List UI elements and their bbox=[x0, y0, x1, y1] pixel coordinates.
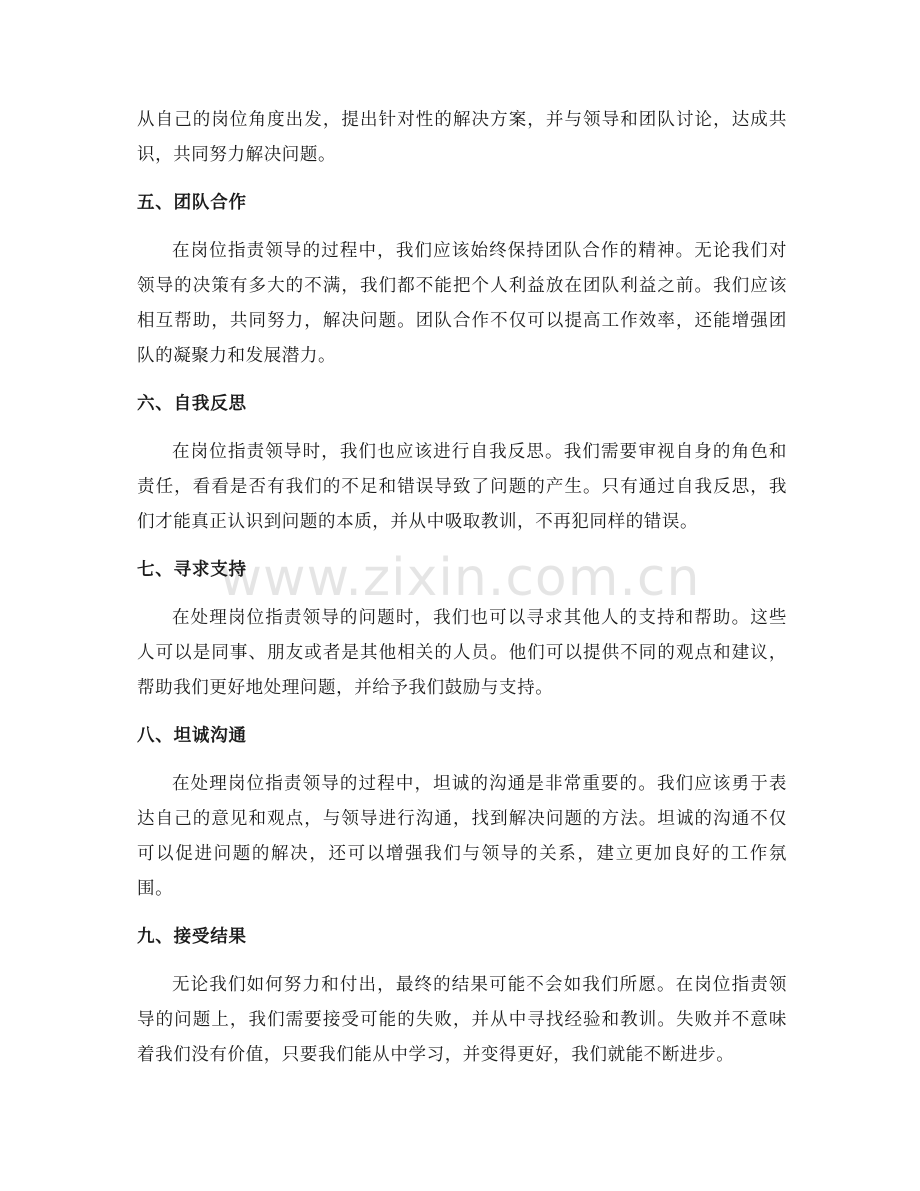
section-heading-accept-results: 九、接受结果 bbox=[137, 927, 247, 947]
section-body-teamwork: 在岗位指责领导的过程中，我们应该始终保持团队合作的精神。无论我们对领导的决策有多大的不满，我们都不能把个人利益放在团队利益之前。我们应该相互帮助，共同努力，解决问题。团队合作不仅可以提高工作效率，还能增强团队的凝聚力和发展潜力。 bbox=[137, 241, 787, 366]
intro-paragraph: 从自己的岗位角度出发，提出针对性的解决方案，并与领导和团队讨论，达成共识，共同努力解决问题。 bbox=[137, 110, 787, 165]
section-heading-teamwork: 五、团队合作 bbox=[137, 193, 247, 213]
section-body-accept-results: 无论我们如何努力和付出，最终的结果可能不会如我们所愿。在岗位指责领导的问题上，我们需要接受可能的失败，并从中寻找经验和教训。失败并不意味着我们没有价值，只要我们能从中学习，并变得更好，我们就能不断进步。 bbox=[137, 975, 787, 1065]
section-heading-self-reflection: 六、自我反思 bbox=[137, 394, 247, 414]
section-heading-honest-communication: 八、坦诚沟通 bbox=[137, 726, 247, 746]
section-body-seek-support: 在处理岗位指责领导的问题时，我们也可以寻求其他人的支持和帮助。这些人可以是同事、朋友或者是其他相关的人员。他们可以提供不同的观点和建议，帮助我们更好地处理问题，并给予我们鼓励与支持。 bbox=[137, 608, 787, 698]
section-body-self-reflection: 在岗位指责领导时，我们也应该进行自我反思。我们需要审视自身的角色和责任，看看是否有我们的不足和错误导致了问题的产生。只有通过自我反思，我们才能真正认识到问题的本质，并从中吸取教训，不再犯同样的错误。 bbox=[137, 442, 787, 532]
watermark: www.zixin.com.cn bbox=[219, 548, 701, 608]
document-body bbox=[137, 103, 787, 1073]
section-body-honest-communication: 在处理岗位指责领导的过程中，坦诚的沟通是非常重要的。我们应该勇于表达自己的意见和观点，与领导进行沟通，找到解决问题的方法。坦诚的沟通不仅可以促进问题的解决，还可以增强我们与领导的关系，建立更加良好的工作氛围。 bbox=[137, 774, 787, 899]
section-heading-seek-support: 七、寻求支持 bbox=[137, 560, 247, 580]
